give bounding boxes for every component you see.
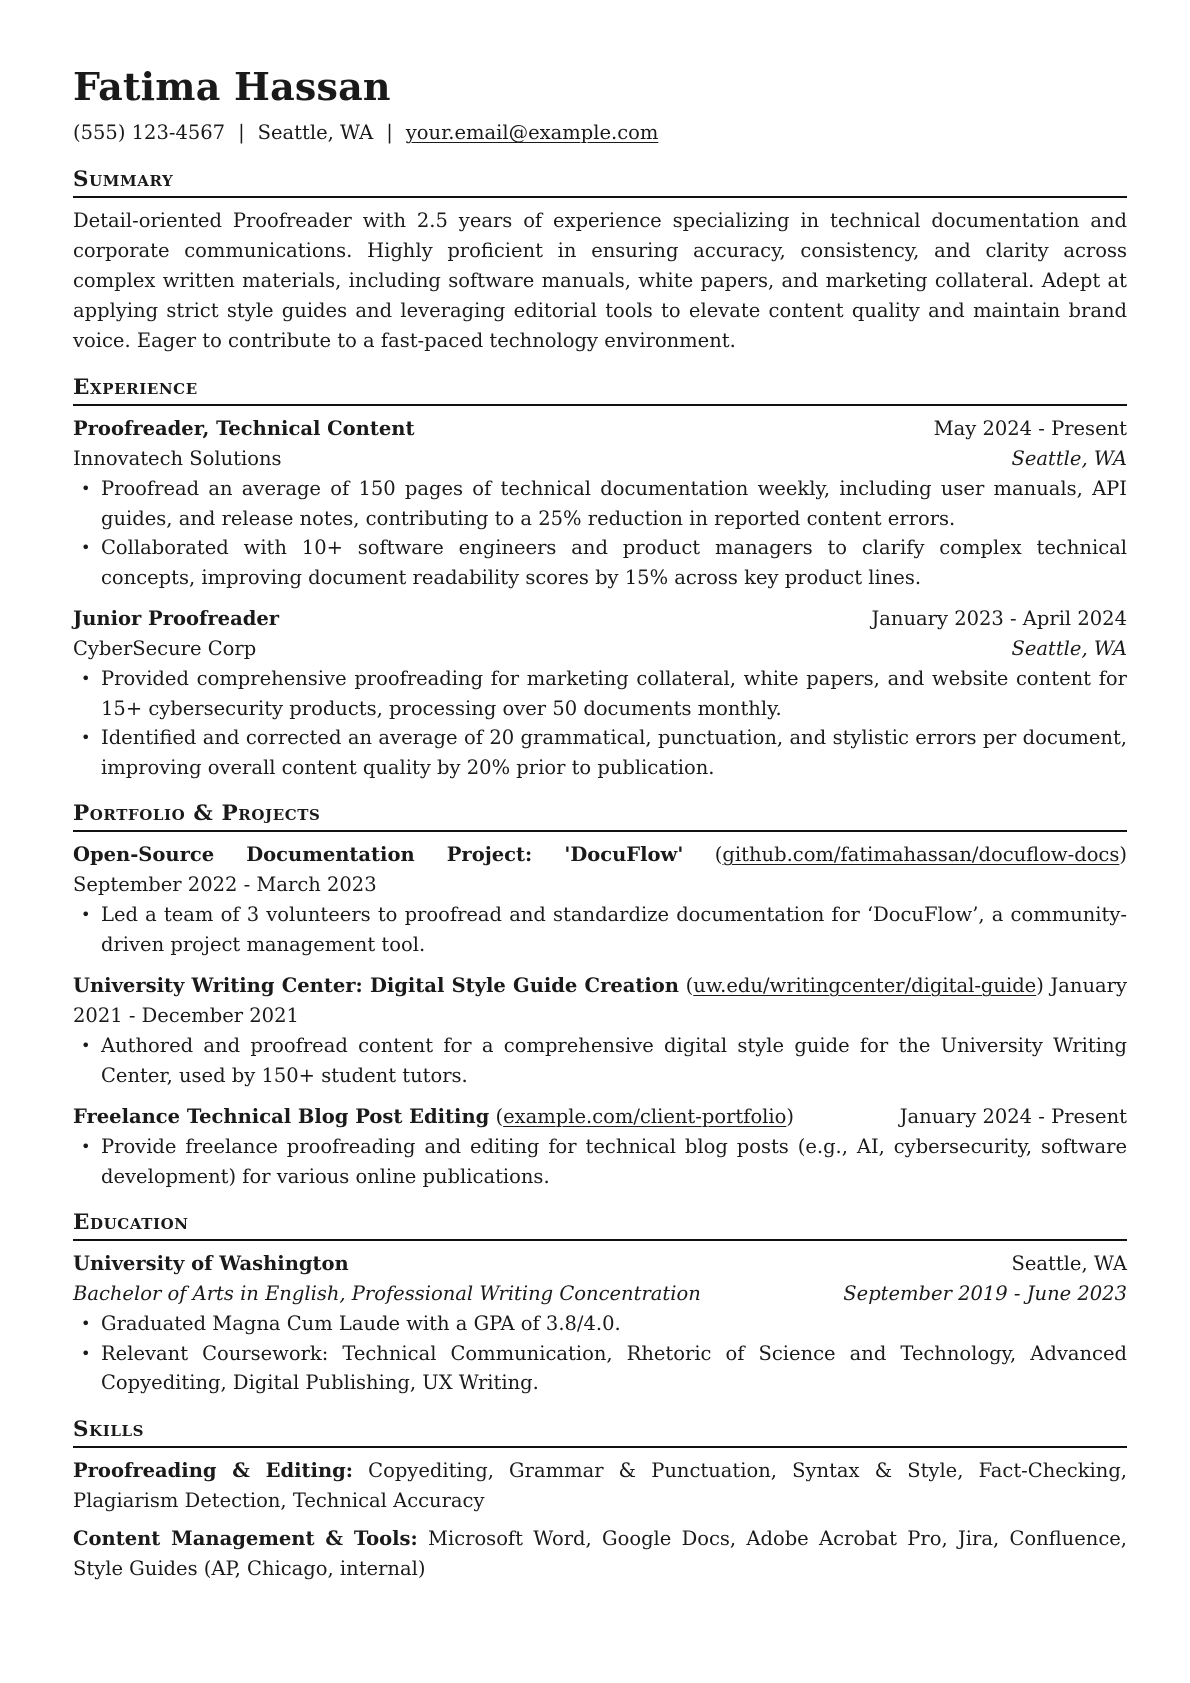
school-row [73, 1249, 1127, 1279]
job-location: Seattle, WA [1011, 637, 1127, 660]
project-link[interactable]: uw.edu/writingcenter/digital-guide [693, 974, 1037, 997]
skill-group-label: Content Management & Tools: [73, 1526, 418, 1550]
project-link[interactable]: github.com/fatimahassan/docuflow-docs [722, 843, 1120, 866]
education-bullets [73, 1309, 1127, 1398]
bullet-item: • Authored and proofread content for a comprehensive digital style guide for the University Writing Center, used by 150+ student tutors. [73, 1031, 1127, 1090]
job-title-row [73, 414, 1127, 444]
project-entry [73, 840, 1127, 959]
school-name: University of Washington [73, 1252, 349, 1275]
job-bullets [73, 664, 1127, 782]
summary-text: Detail-oriented Proofreader with 2.5 years of experience specializing in technical documentation and corporate communications. Highly proficient in ensuring accuracy, consistency, and clarity across complex written materials, including software manuals, white papers, and marketing collateral. Adept at applying strict style guides and leveraging editorial tools to elevate content quality and maintain brand voice. Eager to contribute to a fast-paced technology environment. [73, 209, 1127, 352]
bullet-item: • Relevant Coursework: Technical Communication, Rhetoric of Science and Technology, Advanced Copyediting, Digital Publishing, UX Writing. [73, 1339, 1127, 1398]
project-name: University Writing Center: Digital Style Guide Creation [73, 974, 679, 997]
experience-entry [73, 414, 1127, 592]
email-link[interactable]: your.email@example.com [405, 121, 659, 144]
bullet-item: • Graduated Magna Cum Laude with a GPA of 3.8/4.0. [73, 1309, 1127, 1339]
project-bullets [73, 1031, 1127, 1090]
job-company-row [73, 634, 1127, 664]
contact-separator: | [386, 121, 393, 144]
contact-line [73, 120, 1127, 146]
project-dates: January 2024 - Present [899, 1105, 1127, 1128]
project-header: University Writing Center: Digital Style Guide Creation (uw.edu/writingcenter/digital-guide) January 2021 - December 2021 [73, 974, 1127, 1027]
bullet-item: • Provide freelance proofreading and editing for technical blog posts (e.g., AI, cybersecurity, software development) for various online publications. [73, 1132, 1127, 1191]
experience-entry [73, 604, 1127, 782]
job-company-row [73, 444, 1127, 474]
project-bullets [73, 900, 1127, 959]
job-role: Junior Proofreader [73, 607, 280, 630]
job-bullets [73, 474, 1127, 592]
resume-content [73, 60, 1127, 1592]
degree: Bachelor of Arts in English, Professional Writing Concentration [73, 1282, 701, 1305]
project-header: Open-Source Documentation Project: 'DocuFlow' (github.com/fatimahassan/docuflow-docs) September 2022 - March 2023 [73, 843, 1127, 896]
job-location: Seattle, WA [1011, 447, 1127, 470]
project-dates: January 2021 - December 2021 [73, 974, 1127, 1027]
project-name: Open-Source Documentation Project: 'DocuFlow' [73, 843, 684, 866]
contact-separator: | [238, 121, 245, 144]
candidate-name: Fatima Hassan [73, 64, 391, 109]
location: Seattle, WA [257, 121, 374, 144]
job-dates: January 2023 - April 2024 [871, 607, 1127, 630]
skill-group-label: Proofreading & Editing: [73, 1458, 353, 1482]
job-company: CyberSecure Corp [73, 637, 257, 660]
skill-group-text: Microsoft Word, Google Docs, Adobe Acrobat Pro, Jira, Confluence, Style Guides (AP, Chicago, internal) [73, 1526, 1127, 1580]
skill-group-text: Copyediting, Grammar & Punctuation, Syntax & Style, Fact-Checking, Plagiarism Detection, Technical Accuracy [73, 1458, 1128, 1512]
skill-group [73, 1524, 1127, 1584]
job-title-row [73, 604, 1127, 634]
skills-heading: Skills [73, 1416, 1127, 1448]
projects-heading: Portfolio & Projects [73, 800, 1127, 832]
job-dates: May 2024 - Present [933, 417, 1127, 440]
project-dates: September 2022 - March 2023 [73, 873, 377, 896]
project-entry [73, 1102, 1127, 1191]
phone-number: (555) 123-4567 [73, 121, 226, 144]
skill-group [73, 1456, 1127, 1516]
bullet-item: • Proofread an average of 150 pages of technical documentation weekly, including user manuals, API guides, and release notes, contributing to a 25% reduction in reported content errors. [73, 474, 1127, 533]
summary-heading: Summary [73, 166, 1127, 198]
education-dates: September 2019 - June 2023 [843, 1282, 1127, 1305]
project-header: Freelance Technical Blog Post Editing (example.com/client-portfolio) January 2024 - Present [73, 1102, 1127, 1132]
project-bullets [73, 1132, 1127, 1191]
degree-row [73, 1279, 1127, 1309]
education-heading: Education [73, 1209, 1127, 1241]
school-location: Seattle, WA [1011, 1252, 1127, 1275]
job-role: Proofreader, Technical Content [73, 417, 415, 440]
project-name: Freelance Technical Blog Post Editing [73, 1105, 490, 1128]
project-entry [73, 971, 1127, 1090]
education-entry [73, 1249, 1127, 1398]
bullet-item: • Collaborated with 10+ software engineers and product managers to clarify complex technical concepts, improving document readability scores by 15% across key product lines. [73, 533, 1127, 592]
project-link[interactable]: example.com/client-portfolio [503, 1105, 787, 1128]
job-company: Innovatech Solutions [73, 447, 282, 470]
bullet-item: • Provided comprehensive proofreading for marketing collateral, white papers, and website content for 15+ cybersecurity products, processing over 50 documents monthly. [73, 664, 1127, 723]
bullet-item: • Identified and corrected an average of 20 grammatical, punctuation, and stylistic errors per document, improving overall content quality by 20% prior to publication. [73, 723, 1127, 782]
bullet-item: • Led a team of 3 volunteers to proofread and standardize documentation for ‘DocuFlow’, a community-driven project management tool. [73, 900, 1127, 959]
experience-heading: Experience [73, 374, 1127, 406]
